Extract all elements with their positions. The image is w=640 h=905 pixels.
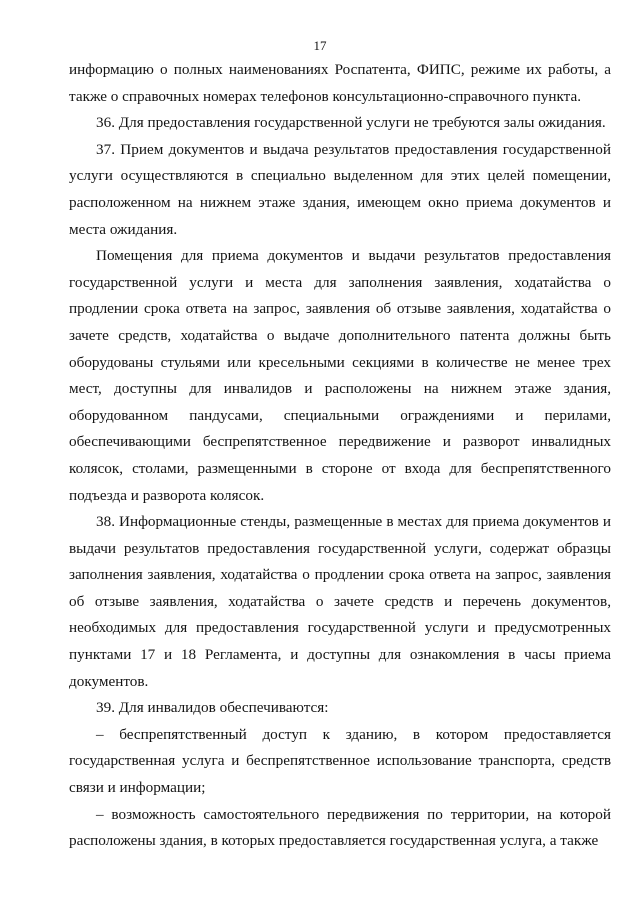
paragraph-36: 36. Для предоставления государственной услуги не требуются залы ожидания.	[96, 114, 606, 132]
paragraph-37: 37. Прием документов и выдача результатов предоставления государственной услуги осуществляются в специально выделенном для этих целей помещении, расположенном на нижнем этаже здания, имеющем окно приема документов и места ожидания.	[69, 140, 611, 238]
paragraph-38: 38. Информационные стенды, размещенные в местах для приема документов и выдачи результатов предоставления государственной услуги, содержат образцы заполнения заявления, ходатайства о продлении срока ответа на запрос, заявления об отзыве заявления, ходатайства о зачете средств и перечень документов, необходимых для предоставления государственной услуги и предусмотренных пунктами 17 и 18 Регламента, и доступны для ознакомления в часы приема документов.	[69, 513, 611, 690]
paragraph-continuation: информацию о полных наименованиях Роспатента, ФИПС, режиме их работы, а также о справочных номерах телефонов консультационно-справочного пункта.	[69, 61, 611, 105]
paragraph-39-access: – беспрепятственный доступ к зданию, в котором предоставляется государственная услуга и беспрепятственное использование транспорта, средств связи и информации;	[69, 725, 611, 797]
paragraph-39: 39. Для инвалидов обеспечиваются:	[96, 699, 329, 717]
document-body	[69, 57, 611, 855]
page-number: 17	[313, 38, 327, 53]
paragraph-39-movement: – возможность самостоятельного передвижения по территории, на которой расположены здания, в которых предоставляется государственная услуга, а также	[69, 805, 611, 850]
paragraph-37-rooms: Помещения для приема документов и выдачи результатов предоставления государственной услуги и места для заполнения заявления, ходатайства о продлении срока ответа на запрос, заявления об отзыве заявления, ходатайства о зачете средств, ходатайства о выдаче дополнительного патента должны быть оборудованы стульями или кресельными секциями в количестве не менее трех мест, доступны для инвалидов и расположены на нижнем этаже здания, оборудованном пандусами, специальными ограждениями и перилами, обеспечивающими беспрепятственное передвижение и разворот инвалидных колясок, столами, размещенными в стороне от входа для беспрепятственного подъезда и разворота колясок.	[69, 247, 611, 504]
